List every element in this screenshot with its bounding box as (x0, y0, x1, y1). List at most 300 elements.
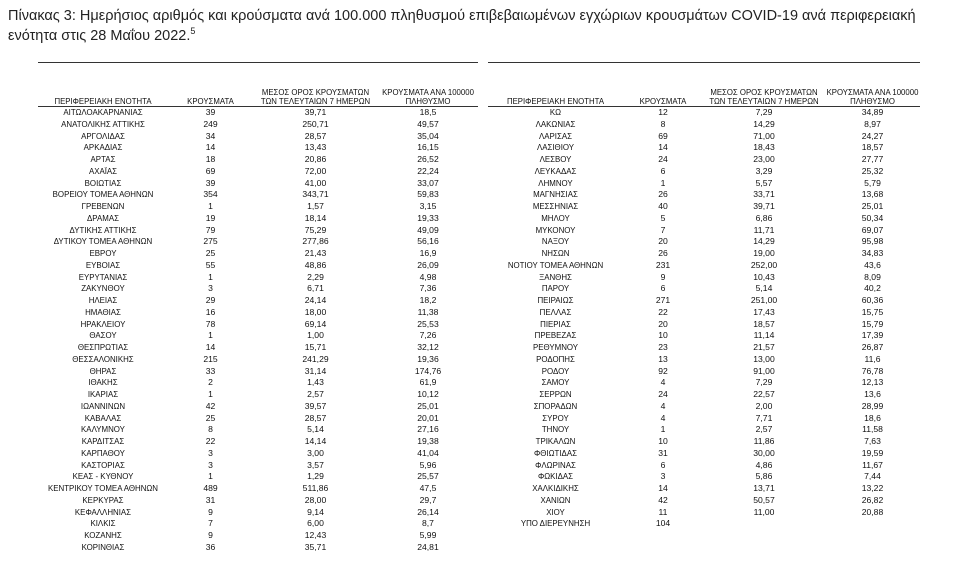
cell-per100k: 40,2 (864, 283, 881, 294)
table-caption (8, 6, 948, 46)
cell-per100k: 25,57 (417, 471, 439, 482)
cell-per100k: 16,15 (417, 142, 439, 153)
cell-region: ΑΧΑΪΑΣ (88, 166, 118, 176)
cell-per100k: 56,16 (417, 236, 439, 247)
cell-per100k: 15,75 (861, 306, 884, 317)
cell-avg7: 72,00 (304, 165, 327, 176)
cell-cases: 24 (658, 154, 668, 164)
cell-region: ΣΕΡΡΩΝ (539, 390, 572, 399)
cell-region: ΔΥΤΙΚΟΥ ΤΟΜΕΑ ΑΘΗΝΩΝ (53, 237, 153, 247)
cell-avg7: 1,29 (307, 471, 324, 482)
cell-avg7: 28,57 (304, 412, 327, 423)
cell-avg7: 24,14 (304, 295, 327, 305)
cell-avg7: 18,43 (753, 142, 775, 153)
cell-region: ΠΕΛΛΑΣ (539, 307, 572, 317)
cell-avg7: 14,29 (753, 118, 775, 129)
header-region: ΠΕΡΙΦΕΡΕΙΑΚΗ ΕΝΟΤΗΤΑ (54, 97, 152, 106)
cell-cases: 13 (658, 353, 668, 364)
cell-region: ΙΘΑΚΗΣ (88, 378, 118, 388)
cell-avg7: 13,71 (753, 483, 775, 493)
cell-cases: 275 (203, 236, 218, 247)
cell-region: ΚΟΖΑΝΗΣ (84, 531, 122, 540)
cell-avg7: 7,29 (755, 377, 773, 388)
cell-per100k: 25,01 (861, 201, 884, 211)
cell-region: ΧΑΝΙΩΝ (540, 495, 571, 505)
cell-region: ΛΕΥΚΑΔΑΣ (534, 166, 577, 176)
cell-cases: 1 (208, 201, 213, 211)
cell-per100k: 60,36 (861, 295, 884, 305)
cell-avg7: 48,86 (304, 259, 327, 270)
cell-region: ΜΕΣΣΗΝΙΑΣ (532, 202, 579, 211)
cell-avg7: 28,00 (304, 494, 327, 505)
cell-per100k: 43,6 (864, 259, 881, 270)
cell-cases: 1 (208, 271, 213, 282)
cell-region: ΝΟΤΙΟΥ ΤΟΜΕΑ ΑΘΗΝΩΝ (507, 260, 604, 270)
cell-avg7: 23,00 (753, 154, 775, 164)
table-top-rule (488, 62, 920, 63)
cell-cases: 11 (658, 506, 668, 517)
cell-cases: 23 (658, 342, 668, 352)
cell-cases: 24 (658, 389, 668, 399)
cell-cases: 7 (208, 518, 213, 529)
cell-cases: 1 (660, 177, 666, 188)
cell-cases: 1 (208, 330, 213, 341)
cell-region: ΑΙΤΩΛΟΑΚΑΡΝΑΝΙΑΣ (63, 108, 143, 117)
cell-avg7: 1,57 (307, 201, 324, 211)
cell-cases: 4 (660, 377, 666, 388)
cell-per100k: 22,24 (417, 165, 439, 176)
cell-region: ΛΑΡΙΣΑΣ (538, 131, 572, 141)
cell-cases: 5 (660, 212, 666, 223)
cell-cases: 22 (205, 436, 216, 446)
cell-per100k: 8,97 (864, 118, 881, 129)
cell-avg7: 15,71 (304, 342, 327, 352)
cell-avg7: 277,86 (302, 236, 329, 247)
cell-avg7: 13,00 (753, 353, 775, 364)
cell-per100k: 76,78 (861, 365, 884, 376)
cell-per100k: 13,22 (861, 483, 884, 493)
cell-region: ΠΡΕΒΕΖΑΣ (534, 331, 577, 341)
cell-avg7: 39,71 (753, 201, 775, 211)
cell-cases: 22 (658, 306, 668, 317)
cell-cases: 20 (658, 318, 668, 329)
cell-cases: 231 (655, 259, 671, 270)
cell-cases: 1 (660, 424, 666, 435)
cell-avg7: 39,71 (304, 107, 327, 117)
cell-avg7: 3,29 (755, 165, 773, 176)
cell-per100k: 19,33 (417, 212, 439, 223)
cell-region: ΦΘΙΩΤΙΔΑΣ (534, 448, 577, 458)
cell-avg7: 5,57 (755, 177, 773, 188)
cell-cases: 8 (208, 424, 213, 435)
cell-avg7: 11,00 (753, 506, 775, 517)
caption-footnote: 5 (190, 26, 196, 37)
cell-avg7: 1,43 (307, 377, 324, 388)
cell-region: ΚΑΣΤΟΡΙΑΣ (81, 460, 125, 470)
cell-avg7: 6,00 (307, 518, 324, 529)
cell-cases: 20 (658, 236, 668, 247)
cell-region: ΣΥΡΟΥ (542, 413, 569, 423)
cell-avg7: 71,00 (753, 130, 775, 141)
cell-per100k: 174,76 (414, 365, 442, 376)
cell-avg7: 18,57 (753, 318, 775, 329)
cell-region: ΑΝΑΤΟΛΙΚΗΣ ΑΤΤΙΚΗΣ (61, 119, 145, 129)
cell-per100k: 4,98 (419, 271, 437, 282)
cell-avg7: 343,71 (302, 189, 329, 200)
cell-avg7: 2,29 (307, 271, 324, 282)
cell-per100k: 34,83 (861, 248, 884, 258)
cell-cases: 42 (658, 494, 668, 505)
cell-cases: 34 (205, 130, 216, 141)
header-region: ΠΕΡΙΦΕΡΕΙΑΚΗ ΕΝΟΤΗΤΑ (506, 97, 605, 106)
cell-cases: 271 (655, 295, 671, 305)
cell-cases: 31 (205, 494, 216, 505)
cell-region: ΑΡΤΑΣ (90, 155, 116, 164)
cell-per100k: 5,79 (864, 177, 881, 188)
cell-region: ΗΜΑΘΙΑΣ (85, 307, 121, 317)
cell-avg7: 7,29 (755, 107, 773, 117)
cell-region: ΧΑΛΚΙΔΙΚΗΣ (532, 484, 579, 493)
header-avg7: ΜΕΣΟΣ ΟΡΟΣ ΚΡΟΥΣΜΑΤΩΝ ΤΩΝ ΤΕΛΕΥΤΑΙΩΝ 7 ΗΜΕΡΩΝ (260, 88, 371, 106)
cell-per100k: 13,6 (864, 389, 881, 399)
cell-cases: 249 (203, 118, 218, 129)
cell-region: ΙΚΑΡΙΑΣ (87, 390, 119, 399)
cell-avg7: 241,29 (302, 353, 329, 364)
cell-per100k: 7,36 (419, 283, 437, 294)
cell-region: ΞΑΝΘΗΣ (539, 272, 572, 282)
cell-per100k: 5,96 (419, 459, 437, 470)
cell-per100k: 33,07 (417, 177, 439, 188)
cell-cases: 18 (205, 154, 216, 164)
cell-cases: 26 (658, 189, 668, 200)
cell-avg7: 11,14 (753, 330, 775, 341)
cell-cases: 55 (205, 259, 216, 270)
cell-per100k: 19,38 (417, 436, 439, 446)
cell-region: ΙΩΑΝΝΙΝΩΝ (80, 401, 126, 411)
cell-per100k: 11,58 (862, 424, 883, 435)
cell-region: ΧΙΟΥ (546, 507, 565, 517)
cell-avg7: 21,43 (304, 248, 327, 258)
cell-avg7: 5,86 (755, 471, 773, 482)
cell-cases: 79 (205, 224, 216, 235)
cell-avg7: 3,57 (307, 459, 324, 470)
cell-region: ΚΕΝΤΡΙΚΟΥ ΤΟΜΕΑ ΑΘΗΝΩΝ (47, 484, 159, 493)
cell-per100k: 50,34 (861, 212, 884, 223)
cell-per100k: 26,14 (417, 506, 439, 517)
cell-avg7: 2,00 (755, 400, 773, 411)
cell-avg7: 17,43 (753, 306, 775, 317)
cell-cases: 19 (205, 212, 216, 223)
cell-cases: 3 (208, 447, 213, 458)
cell-cases: 1 (208, 471, 213, 482)
cell-per100k: 29,7 (419, 494, 437, 505)
cell-region: ΦΩΚΙΔΑΣ (537, 472, 574, 482)
cell-cases: 25 (205, 412, 216, 423)
header-cases: ΚΡΟΥΣΜΑΤΑ (187, 97, 234, 106)
cell-avg7: 69,14 (304, 318, 327, 329)
caption-text: Πίνακας 3: Ημερήσιος αριθμός και κρούσματα ανά 100.000 πληθυσμού επιβεβαιωμένων εγχώριων κρουσμάτων COVID-19 ανά περιφερειακή ενότητα στις 28 Μαΐου 2022. (8, 8, 916, 44)
cell-cases: 31 (658, 447, 668, 458)
cell-region: ΠΕΙΡΑΙΩΣ (537, 296, 574, 305)
cell-avg7: 18,00 (304, 306, 327, 317)
cell-avg7: 22,57 (753, 389, 775, 399)
cell-region: ΚΑΒΑΛΑΣ (84, 413, 122, 423)
table-top-rule (38, 62, 478, 63)
cell-per100k: 61,9 (419, 377, 437, 388)
cell-region: ΛΑΚΩΝΙΑΣ (535, 119, 576, 129)
cell-avg7: 39,57 (304, 400, 327, 411)
cell-cases: 40 (658, 201, 668, 211)
cell-avg7: 3,00 (307, 447, 324, 458)
cell-per100k: 20,01 (417, 412, 439, 423)
cell-region: ΠΙΕΡΙΑΣ (540, 319, 571, 329)
cell-cases: 104 (655, 518, 671, 529)
cell-per100k: 12,13 (861, 377, 884, 388)
cell-per100k: 18,5 (419, 107, 437, 117)
cell-cases: 14 (205, 342, 216, 352)
cell-cases: 2 (208, 377, 213, 388)
cell-region: ΒΟΡΕΙΟΥ ΤΟΜΕΑ ΑΘΗΝΩΝ (52, 190, 154, 200)
cell-region: ΝΑΞΟΥ (541, 237, 570, 247)
cell-cases: 26 (658, 248, 668, 258)
cell-per100k: 7,44 (864, 471, 881, 482)
cell-per100k: 28,99 (861, 400, 884, 411)
cell-per100k: 32,12 (417, 342, 439, 352)
cell-region: ΦΛΩΡΙΝΑΣ (535, 460, 576, 470)
cell-per100k: 25,01 (417, 400, 439, 411)
cell-per100k: 10,12 (417, 389, 439, 399)
cell-cases: 4 (660, 400, 666, 411)
cell-region: ΘΑΣΟΥ (89, 331, 117, 341)
cell-per100k: 27,16 (417, 424, 439, 435)
cell-region: ΠΑΡΟΥ (541, 284, 570, 294)
cell-avg7: 9,14 (307, 506, 324, 517)
cell-cases: 3 (208, 283, 213, 294)
cell-cases: 9 (660, 271, 666, 282)
cell-per100k: 24,27 (861, 130, 884, 141)
cell-cases: 10 (658, 330, 668, 341)
cell-cases: 4 (660, 412, 666, 423)
cell-avg7: 7,71 (755, 412, 773, 423)
cell-per100k: 24,81 (417, 541, 439, 552)
cell-per100k: 41,04 (417, 447, 439, 458)
cell-region: ΗΡΑΚΛΕΙΟΥ (80, 319, 126, 329)
cell-per100k: 19,59 (861, 447, 884, 458)
cell-region: ΚΙΛΚΙΣ (90, 519, 116, 529)
cell-per100k: 17,39 (861, 330, 884, 341)
cell-region: ΒΟΙΩΤΙΑΣ (84, 178, 122, 188)
cell-per100k: 26,87 (861, 342, 884, 352)
cell-avg7: 35,71 (304, 541, 327, 552)
cell-per100k: 18,2 (419, 295, 437, 305)
cell-cases: 78 (205, 318, 216, 329)
cell-region: ΡΕΘΥΜΝΟΥ (532, 343, 579, 352)
cell-region: ΚΕΡΚΥΡΑΣ (82, 495, 124, 505)
cell-region: ΣΠΟΡΑΔΩΝ (533, 401, 578, 411)
cell-cases: 354 (203, 189, 218, 200)
cell-per100k: 11,67 (862, 459, 883, 470)
cell-region: ΗΛΕΙΑΣ (88, 296, 118, 305)
cell-cases: 10 (658, 436, 668, 446)
cell-per100k: 8,09 (864, 271, 881, 282)
cell-per100k: 49,09 (417, 224, 439, 235)
cell-avg7: 252,00 (750, 259, 778, 270)
cell-cases: 3 (660, 471, 666, 482)
cell-per100k: 25,53 (417, 318, 439, 329)
header-per100k: ΚΡΟΥΣΜΑΤΑ ΑΝΑ 100000 ΠΛΗΘΥΣΜΟ (382, 88, 474, 106)
cell-avg7: 50,57 (753, 494, 775, 505)
cell-avg7: 10,43 (753, 271, 775, 282)
cell-per100k: 95,98 (861, 236, 884, 247)
cell-region: ΚΑΡΠΑΘΟΥ (81, 448, 125, 458)
cell-cases: 1 (208, 389, 213, 399)
cell-avg7: 251,00 (750, 295, 778, 305)
cell-avg7: 6,86 (755, 212, 773, 223)
cell-cases: 3 (208, 459, 213, 470)
cell-region: ΡΟΔΟΠΗΣ (536, 354, 575, 364)
cell-per100k: 26,52 (417, 154, 439, 164)
cell-region: ΑΡΚΑΔΙΑΣ (83, 143, 123, 153)
cell-per100k: 11,6 (864, 353, 881, 364)
cell-region: ΕΒΡΟΥ (89, 249, 117, 258)
cell-per100k: 13,68 (861, 189, 884, 200)
cell-cases: 14 (658, 142, 668, 153)
cell-region: ΛΗΜΝΟΥ (538, 178, 573, 188)
cell-region: ΡΟΔΟΥ (541, 366, 570, 376)
cell-region: ΚΟΡΙΝΘΙΑΣ (81, 542, 125, 552)
cell-cases: 33 (205, 365, 216, 376)
cell-cases: 92 (658, 365, 668, 376)
cell-per100k: 20,88 (861, 506, 884, 517)
cell-cases: 6 (660, 459, 666, 470)
cell-region: ΤΗΝΟΥ (541, 425, 570, 435)
cell-avg7: 11,86 (753, 436, 775, 446)
cell-avg7: 31,14 (304, 365, 327, 376)
cell-region: ΛΕΣΒΟΥ (539, 155, 572, 164)
cell-avg7: 14,29 (753, 236, 775, 247)
cell-cases: 39 (205, 177, 216, 188)
cell-cases: 14 (205, 142, 216, 153)
cell-avg7: 12,43 (304, 530, 327, 540)
cell-avg7: 21,57 (753, 342, 775, 352)
cell-per100k: 34,89 (861, 107, 884, 117)
cell-region: ΘΕΣΣΑΛΟΝΙΚΗΣ (72, 354, 134, 364)
cell-cases: 14 (658, 483, 668, 493)
cell-cases: 9 (208, 530, 213, 540)
cell-cases: 6 (660, 165, 666, 176)
cell-avg7: 28,57 (304, 130, 327, 141)
cell-cases: 69 (205, 165, 216, 176)
cell-cases: 39 (205, 107, 216, 117)
cell-cases: 42 (205, 400, 216, 411)
cell-cases: 29 (205, 295, 216, 305)
cell-avg7: 11,71 (753, 224, 775, 235)
cell-per100k: 18,57 (861, 142, 884, 153)
cell-per100k: 19,36 (417, 353, 439, 364)
cell-per100k: 69,07 (861, 224, 884, 235)
cell-region: ΘΗΡΑΣ (89, 366, 117, 376)
cell-per100k: 3,15 (419, 201, 437, 211)
cell-region: ΝΗΣΩΝ (541, 249, 570, 258)
cell-avg7: 18,14 (304, 212, 327, 223)
cell-per100k: 8,7 (422, 518, 434, 529)
cell-region: ΛΑΣΙΘΙΟΥ (536, 143, 575, 153)
cell-avg7: 5,14 (755, 283, 773, 294)
cell-avg7: 511,86 (302, 483, 329, 493)
cell-cases: 12 (658, 107, 668, 117)
cell-avg7: 41,00 (304, 177, 327, 188)
cell-avg7: 2,57 (307, 389, 324, 399)
cell-avg7: 5,14 (307, 424, 324, 435)
cell-per100k: 26,09 (417, 259, 439, 270)
cell-region: ΜΥΚΟΝΟΥ (535, 225, 576, 235)
cell-per100k: 47,5 (419, 483, 437, 493)
header-avg7: ΜΕΣΟΣ ΟΡΟΣ ΚΡΟΥΣΜΑΤΩΝ ΤΩΝ ΤΕΛΕΥΤΑΙΩΝ 7 ΗΜΕΡΩΝ (709, 88, 819, 106)
cell-region: ΔΥΤΙΚΗΣ ΑΤΤΙΚΗΣ (69, 225, 137, 235)
cell-per100k: 18,6 (864, 412, 881, 423)
cell-avg7: 19,00 (753, 248, 775, 258)
cell-avg7: 2,57 (755, 424, 773, 435)
cell-region: ΚΕΑΣ - ΚΥΘΝΟΥ (72, 472, 134, 482)
cell-region: ΣΑΜΟΥ (541, 378, 570, 388)
cell-avg7: 91,00 (753, 365, 775, 376)
cell-avg7: 75,29 (304, 224, 327, 235)
cell-avg7: 6,71 (307, 283, 324, 294)
cell-cases: 9 (208, 506, 213, 517)
header-per100k: ΚΡΟΥΣΜΑΤΑ ΑΝΑ 100000 ΠΛΗΘΥΣΜΟ (826, 88, 919, 106)
cell-region: ΕΥΡΥΤΑΝΙΑΣ (78, 272, 128, 282)
cell-per100k: 11,38 (417, 306, 439, 317)
cell-per100k: 5,99 (419, 530, 437, 540)
cell-per100k: 27,77 (861, 154, 884, 164)
cell-cases: 25 (205, 248, 216, 258)
cell-cases: 215 (203, 353, 218, 364)
cell-cases: 7 (660, 224, 666, 235)
cell-region: ΜΗΛΟΥ (541, 213, 570, 223)
cell-region: ΥΠΟ ΔΙΕΡΕΥΝΗΣΗ (520, 519, 591, 529)
cell-per100k: 35,04 (417, 130, 439, 141)
cell-cases: 6 (660, 283, 666, 294)
cell-per100k: 7,63 (864, 436, 881, 446)
cell-cases: 8 (660, 118, 666, 129)
cell-region: ΚΑΛΥΜΝΟΥ (81, 425, 125, 435)
cell-region: ΖΑΚΥΝΘΟΥ (81, 284, 125, 294)
cell-cases: 69 (658, 130, 668, 141)
cell-region: ΘΕΣΠΡΩΤΙΑΣ (77, 343, 129, 352)
cell-region: ΚΑΡΔΙΤΣΑΣ (81, 437, 125, 446)
cell-per100k: 16,9 (419, 248, 437, 258)
cell-per100k: 49,57 (417, 118, 439, 129)
cell-per100k: 59,83 (417, 189, 439, 200)
cell-region: ΚΩ (549, 108, 562, 117)
cell-per100k: 25,32 (861, 165, 884, 176)
cell-region: ΓΡΕΒΕΝΩΝ (81, 202, 125, 211)
cell-region: ΜΑΓΝΗΣΙΑΣ (533, 190, 578, 200)
cell-region: ΚΕΦΑΛΛΗΝΙΑΣ (74, 507, 132, 517)
cell-region: ΕΥΒΟΙΑΣ (85, 260, 121, 270)
cell-per100k: 7,26 (419, 330, 437, 341)
cell-avg7: 250,71 (302, 118, 329, 129)
cell-cases: 36 (205, 541, 216, 552)
cell-avg7: 4,86 (755, 459, 773, 470)
cell-per100k: 26,82 (861, 494, 884, 505)
header-cases: ΚΡΟΥΣΜΑΤΑ (639, 97, 687, 106)
cell-avg7: 30,00 (753, 447, 775, 458)
cell-region: ΤΡΙΚΑΛΩΝ (535, 437, 576, 446)
cell-cases: 489 (203, 483, 218, 493)
cell-per100k: 15,79 (861, 318, 884, 329)
cell-avg7: 14,14 (304, 436, 327, 446)
